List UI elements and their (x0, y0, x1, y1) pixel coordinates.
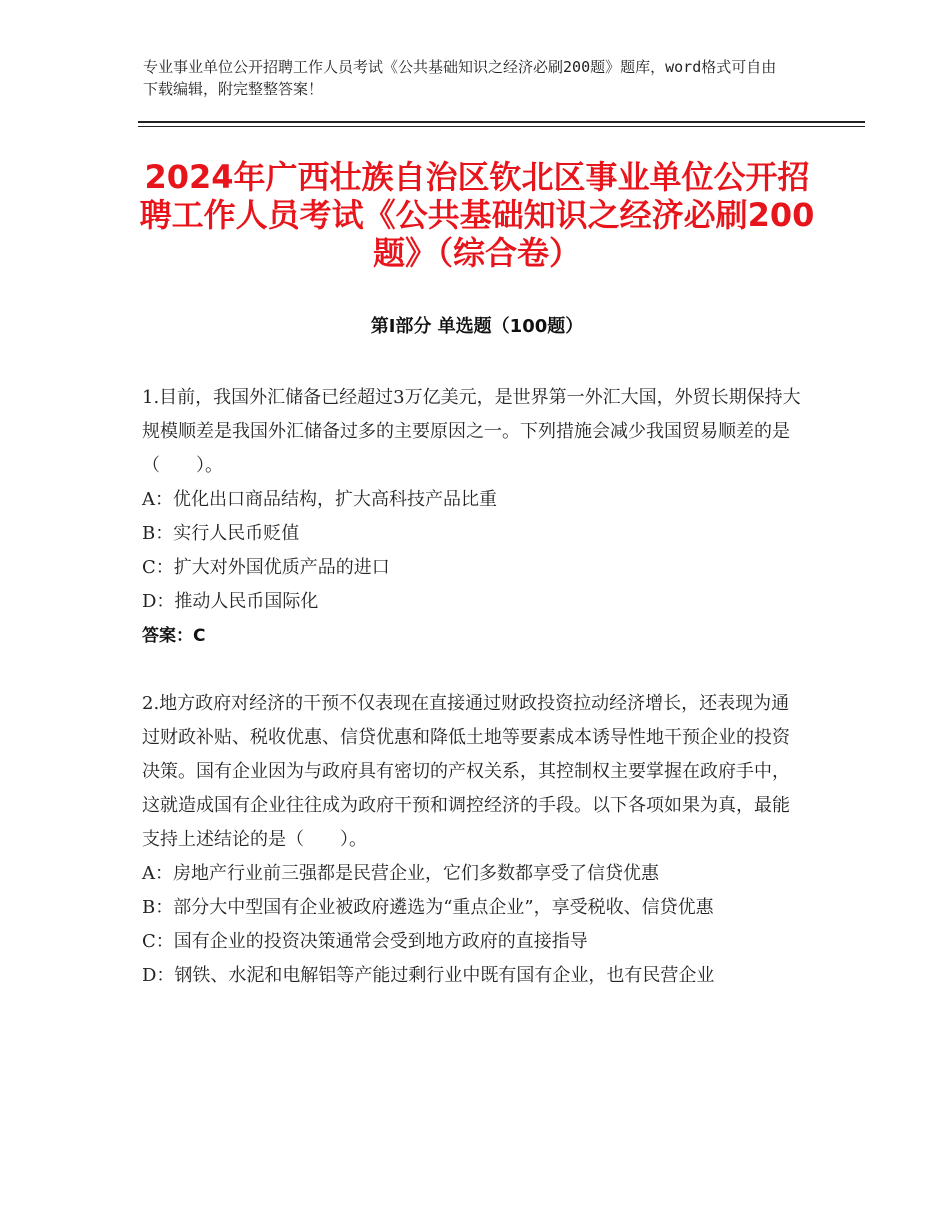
option-d: D：推动人民币国际化 (142, 591, 319, 612)
question-stem: 2.地方政府对经济的干预不仅表现在直接通过财政投资拉动经济增长，还表现为通过财政补贴、税收优惠、信贷优惠和降低土地等要素成本诱导性地干预企业的投资决策。国有企业因为与政府具有密切的产权关系，其控制权主要掌握在政府手中，这就造成国有企业往往成为政府干预和调控经济的手段。以下各项如果为真，最能支持上述结论的是（ ）。 (142, 693, 790, 850)
header-divider-thick (138, 121, 865, 123)
answer-label: 答案：C (142, 626, 206, 646)
option-a: A：优化出口商品结构，扩大高科技产品比重 (142, 489, 497, 510)
header-note: 专业事业单位公开招聘工作人员考试《公共基础知识之经济必刷200题》题库，word格式可自由下载编辑，附完整整答案！ (143, 58, 777, 98)
option-a: A：房地产行业前三强都是民营企业，它们多数都享受了信贷优惠 (142, 863, 659, 884)
question-1 (142, 381, 807, 653)
option-b: B：部分大中型国有企业被政府遴选为“重点企业”，享受税收、信贷优惠 (142, 897, 714, 918)
document-title: 2024年广西壮族自治区钦北区事业单位公开招聘工作人员考试《公共基础知识之经济必刷200题》（综合卷） (139, 158, 815, 272)
section-title: 第Ⅰ部分 单选题（100题） (370, 316, 584, 337)
question-stem: 1.目前，我国外汇储备已经超过3万亿美元，是世界第一外汇大国，外贸长期保持大规模顺差是我国外汇储备过多的主要原因之一。下列措施会减少我国贸易顺差的是（ ）。 (142, 387, 801, 476)
option-c: C：国有企业的投资决策通常会受到地方政府的直接指导 (142, 931, 588, 952)
option-b: B：实行人民币贬值 (142, 523, 300, 544)
question-2 (142, 687, 807, 993)
option-c: C：扩大对外国优质产品的进口 (142, 557, 390, 578)
option-d: D：钢铁、水泥和电解铝等产能过剩行业中既有国有企业，也有民营企业 (142, 965, 715, 986)
header-divider-thin (138, 126, 865, 127)
